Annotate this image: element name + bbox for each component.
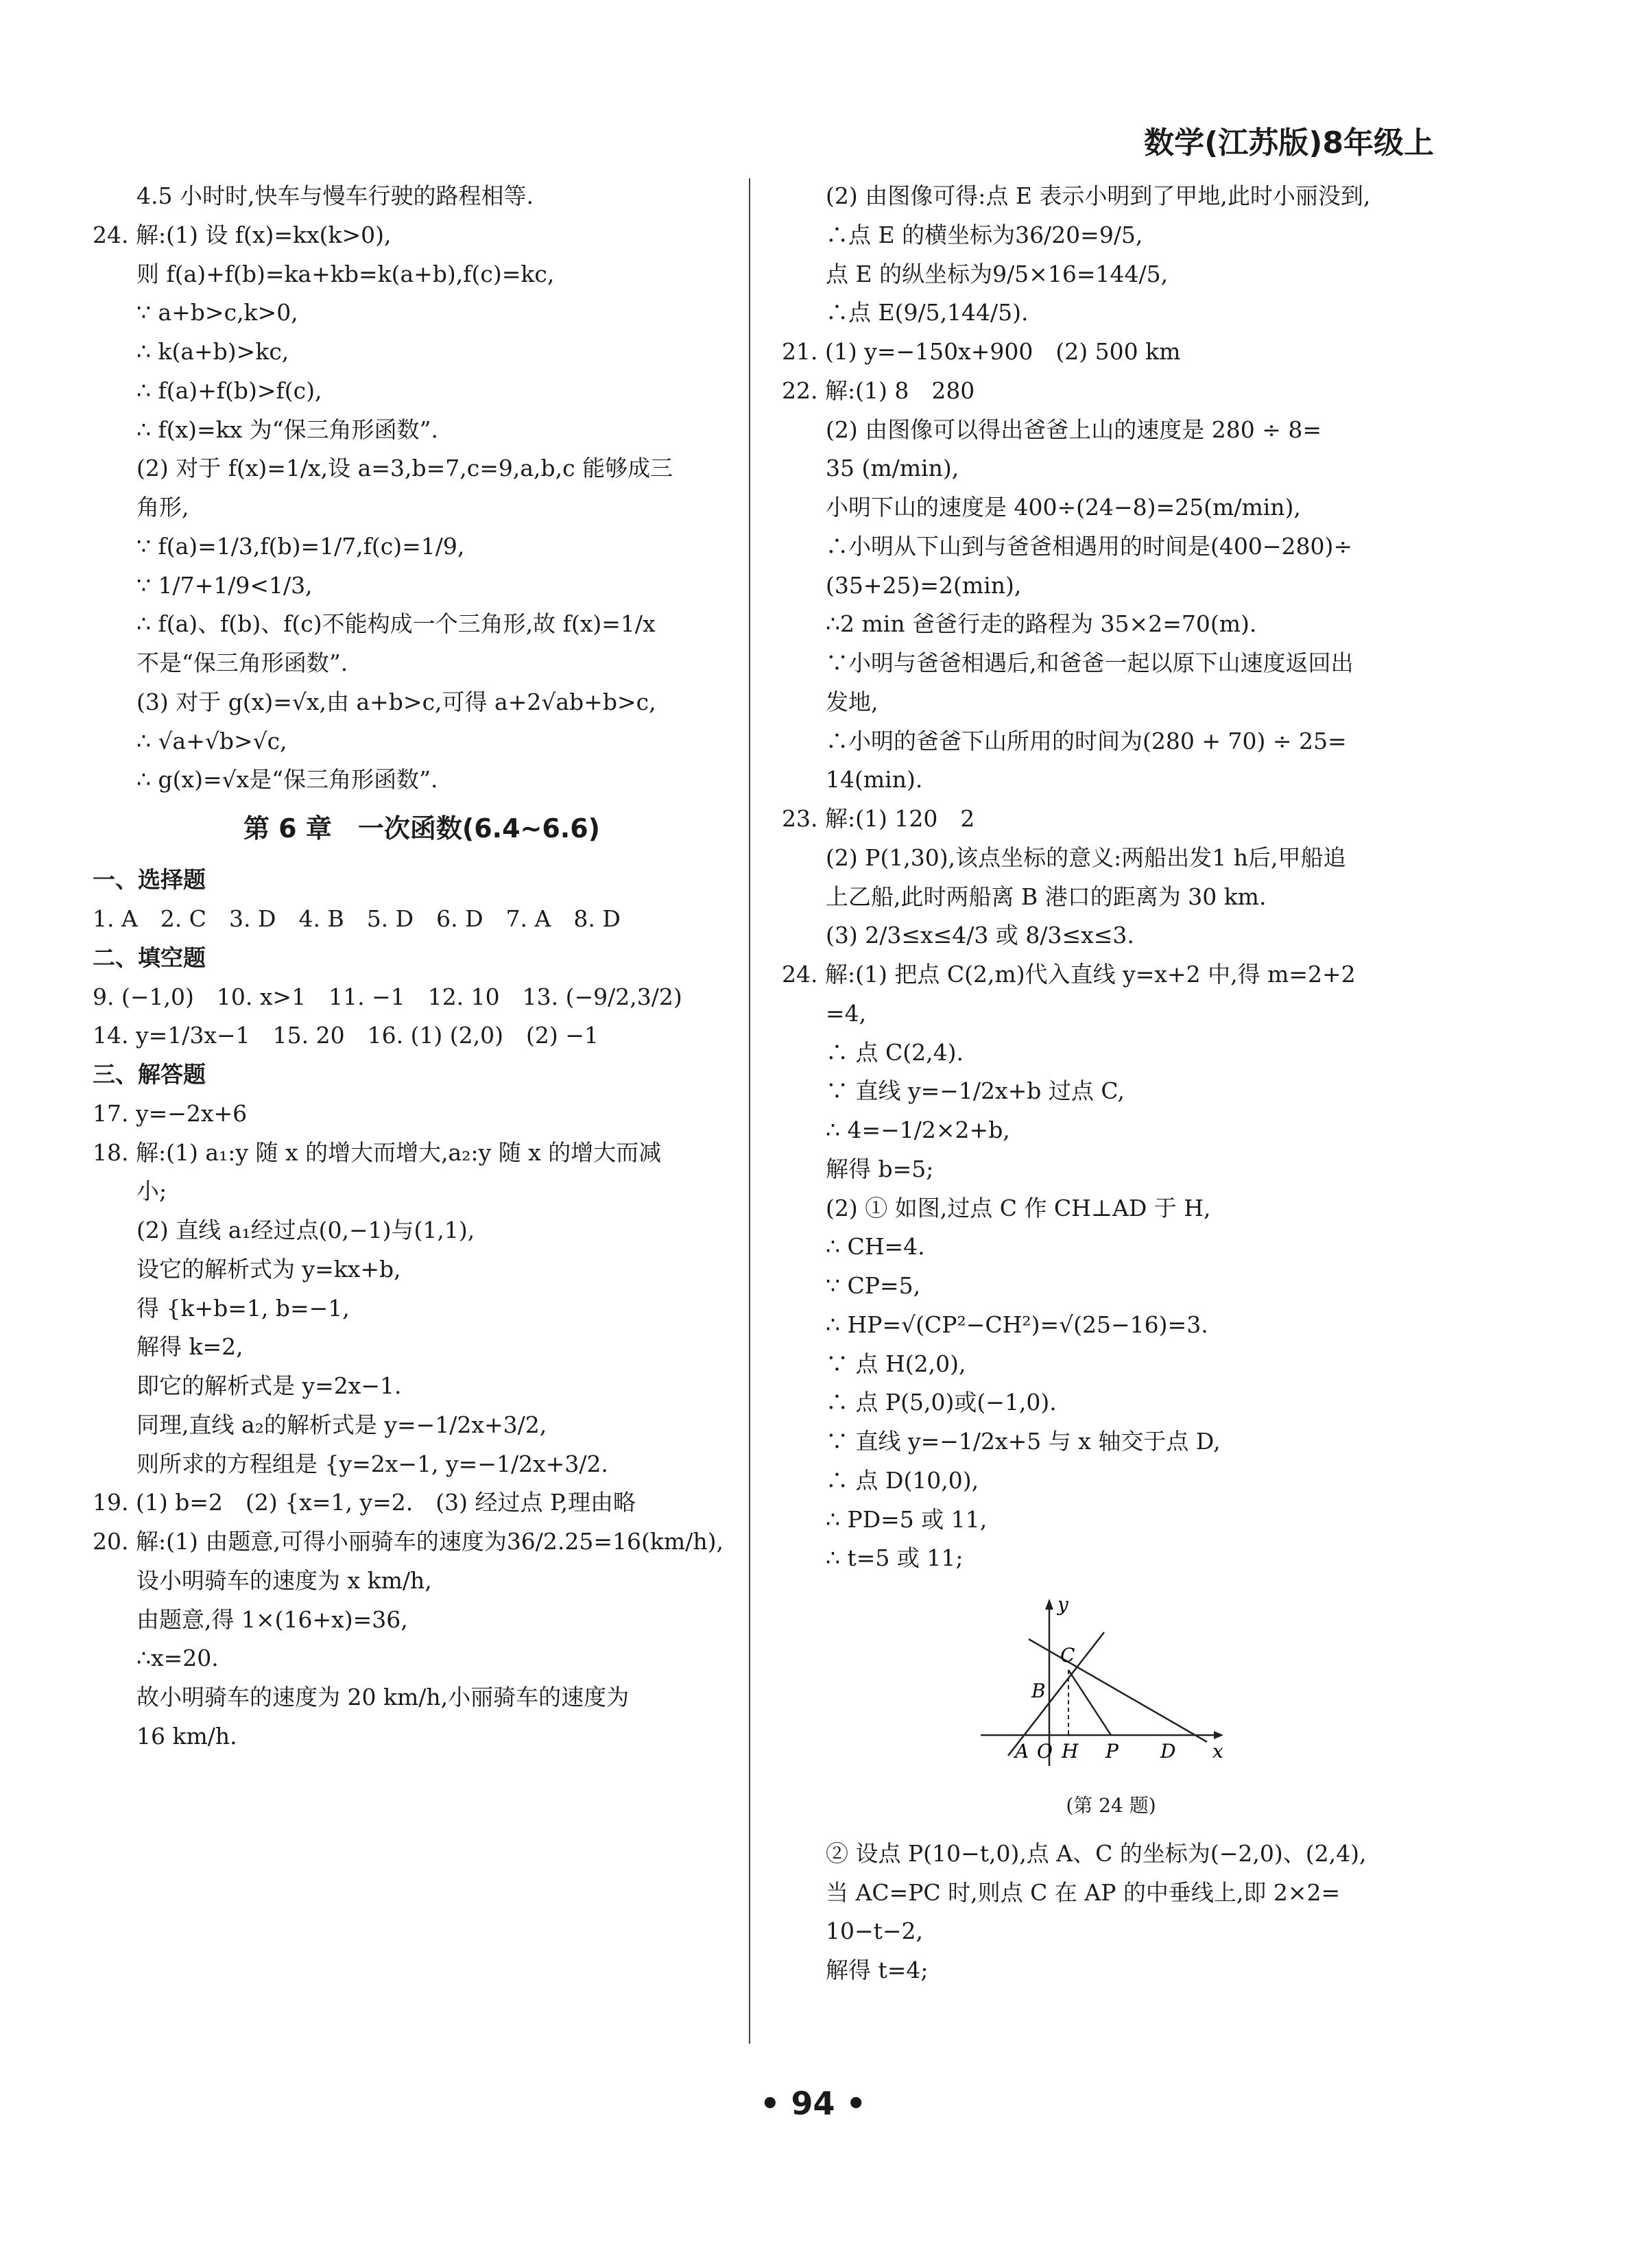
text-line: 解得 t=4; [826, 1957, 929, 1984]
line-cp [1068, 1670, 1111, 1735]
text-line: (2) 由图像可以得出爸爸上山的速度是 280 ÷ 8= [826, 416, 1322, 443]
text-line: ∵ a+b>c,k>0, [136, 299, 298, 326]
text-line: 角形, [136, 494, 189, 521]
text-line: 则所求的方程组是 {y=2x−1, y=−1/2x+3/2. [136, 1450, 608, 1477]
text-line: ∴ 点 D(10,0), [826, 1466, 979, 1494]
text-line: ∴点 E(9/5,144/5). [826, 299, 1029, 326]
text-line: ∴ 点 P(5,0)或(−1,0). [826, 1389, 1057, 1416]
label-y: y [1057, 1595, 1068, 1616]
text-line: ∴ f(a)+f(b)>f(c), [136, 377, 322, 404]
text-line: 14. y=1/3x−1 15. 20 16. (1) (2,0) (2) −1 [93, 1022, 599, 1049]
text-line: 三、解答题 [93, 1061, 206, 1088]
figure-24 [981, 1595, 1440, 1785]
text-line: 则 f(a)+f(b)=ka+kb=k(a+b),f(c)=kc, [136, 260, 555, 287]
text-line: 20. 解:(1) 由题意,可得小丽骑车的速度为36/2.25=16(km/h), [93, 1528, 724, 1555]
right-column-bottom [782, 1835, 1440, 1990]
text-line: 由题意,得 1×(16+x)=36, [136, 1605, 408, 1633]
label-b: B [1031, 1680, 1046, 1702]
page-number: • 94 • [760, 2085, 866, 2122]
page-header-title: 数学(江苏版)8年级上 [1144, 126, 1434, 160]
text-line: ∵ f(a)=1/3,f(b)=1/7,f(c)=1/9, [136, 532, 465, 560]
text-line: 解得 b=5; [826, 1155, 934, 1182]
text-line: 17. y=−2x+6 [93, 1099, 248, 1127]
left-column [93, 177, 751, 1756]
text-line: 即它的解析式是 y=2x−1. [136, 1372, 402, 1400]
text-line: ∵小明与爸爸相遇后,和爸爸一起以原下山速度返回出 [826, 649, 1354, 676]
text-line: 上乙船,此时两船离 B 港口的距离为 30 km. [826, 883, 1267, 910]
text-line: ∴ k(a+b)>kc, [136, 338, 289, 365]
text-line: 1. A 2. C 3. D 4. B 5. D 6. D 7. A 8. D [93, 905, 621, 933]
text-line: 得 {k+b=1, b=−1, [136, 1294, 350, 1322]
text-line: ∴x=20. [136, 1645, 219, 1672]
text-line: ② 设点 P(10−t,0),点 A、C 的坐标为(−2,0)、(2,4), [826, 1839, 1367, 1867]
text-line: (2) 由图像可得:点 E 表示小明到了甲地,此时小丽没到, [826, 182, 1371, 209]
text-line: ∴ f(a)、f(b)、f(c)不能构成一个三角形,故 f(x)=1/x [136, 610, 656, 638]
text-line: 35 (m/min), [826, 455, 959, 482]
text-line: ∴2 min 爸爸行走的路程为 35×2=70(m). [826, 610, 1257, 638]
right-column [782, 177, 1440, 1990]
text-line: (2) 对于 f(x)=1/x,设 a=3,b=7,c=9,a,b,c 能够成三 [136, 455, 673, 482]
text-line: ∴ 点 C(2,4). [826, 1038, 964, 1066]
label-a: A [1015, 1740, 1029, 1763]
text-line: ∴ PD=5 或 11, [826, 1505, 988, 1533]
text-line: 10−t−2, [826, 1918, 924, 1945]
text-line: ∴ g(x)=√x是“保三角形函数”. [136, 766, 438, 793]
x-axis-arrow [1214, 1731, 1223, 1739]
text-line: (3) 2/3≤x≤4/3 或 8/3≤x≤3. [826, 922, 1134, 949]
text-line: ∵ 直线 y=−1/2x+b 过点 C, [826, 1077, 1125, 1105]
text-line: 点 E 的纵坐标为9/5×16=144/5, [826, 260, 1169, 287]
text-line: 23. 解:(1) 120 2 [782, 805, 975, 832]
text-line: 21. (1) y=−150x+900 (2) 500 km [782, 338, 1181, 365]
text-line: ∵ 直线 y=−1/2x+5 与 x 轴交于点 D, [826, 1428, 1221, 1455]
label-c: C [1060, 1644, 1075, 1667]
text-line: 24. 解:(1) 设 f(x)=kx(k>0), [93, 221, 392, 248]
text-line: (2) 直线 a₁经过点(0,−1)与(1,1), [136, 1217, 475, 1244]
text-line: ∴ CH=4. [826, 1233, 925, 1261]
label-o: O [1037, 1740, 1053, 1763]
text-line: 24. 解:(1) 把点 C(2,m)代入直线 y=x+2 中,得 m=2+2 [782, 961, 1356, 988]
figure-caption: (第 24 题) [1066, 1793, 1156, 1817]
line-cd [1029, 1639, 1207, 1742]
text-line: (3) 对于 g(x)=√x,由 a+b>c,可得 a+2√ab+b>c, [136, 688, 656, 715]
label-x: x [1212, 1740, 1223, 1763]
text-line: ∵ 1/7+1/9<1/3, [136, 571, 313, 599]
text-line: ∴小明从下山到与爸爸相遇用的时间是(400−280)÷ [826, 532, 1353, 560]
text-line: 22. 解:(1) 8 280 [782, 377, 975, 404]
label-d: D [1160, 1740, 1176, 1763]
text-line: ∴ HP=√(CP²−CH²)=√(25−16)=3. [826, 1311, 1208, 1338]
text-line: 发地, [826, 688, 878, 715]
text-line: 解得 k=2, [136, 1333, 243, 1361]
text-line: ∵ CP=5, [826, 1272, 921, 1299]
text-line: 不是“保三角形函数”. [136, 649, 348, 676]
text-line: (35+25)=2(min), [826, 571, 1022, 599]
text-line: 故小明骑车的速度为 20 km/h,小丽骑车的速度为 [136, 1684, 630, 1711]
text-line: 18. 解:(1) a₁:y 随 x 的增大而增大,a₂:y 随 x 的增大而减 [93, 1138, 662, 1166]
right-column-top [782, 177, 1440, 1578]
label-p: P [1105, 1740, 1119, 1763]
line-ac [1008, 1632, 1104, 1756]
text-line: (2) ① 如图,过点 C 作 CH⊥AD 于 H, [826, 1194, 1211, 1221]
text-line: 14(min). [826, 766, 923, 793]
text-line: ∴ t=5 或 11; [826, 1544, 964, 1572]
label-h: H [1062, 1740, 1079, 1763]
text-line: ∴ 4=−1/2×2+b, [826, 1117, 1010, 1143]
text-line: 同理,直线 a₂的解析式是 y=−1/2x+3/2, [136, 1411, 547, 1438]
text-line: 设小明骑车的速度为 x km/h, [136, 1566, 432, 1594]
text-line: ∵ 点 H(2,0), [826, 1350, 966, 1377]
text-line: ∴ f(x)=kx 为“保三角形函数”. [136, 416, 439, 443]
text-line: 二、填空题 [93, 944, 206, 971]
text-line: 19. (1) b=2 (2) {x=1, y=2. (3) 经过点 P,理由略 [93, 1489, 636, 1516]
text-line: 9. (−1,0) 10. x>1 11. −1 12. 10 13. (−9/2,3/2) [93, 983, 682, 1010]
text-line: 一、选择题 [93, 866, 206, 894]
text-line: 小; [136, 1178, 167, 1205]
text-line: 16 km/h. [136, 1722, 237, 1750]
text-line: 设它的解析式为 y=kx+b, [136, 1255, 401, 1282]
text-line: ∴点 E 的横坐标为36/20=9/5, [826, 221, 1143, 248]
text-line: =4, [826, 999, 867, 1027]
text-line: 当 AC=PC 时,则点 C 在 AP 的中垂线上,即 2×2= [826, 1878, 1341, 1906]
coordinate-figure [981, 1595, 1228, 1773]
y-axis-arrow [1045, 1599, 1053, 1610]
text-line: 小明下山的速度是 400÷(24−8)=25(m/min), [826, 494, 1301, 521]
text-line: ∴ √a+√b>√c, [136, 727, 287, 754]
text-line: 4.5 小时时,快车与慢车行驶的路程相等. [136, 182, 534, 209]
text-line: ∴小明的爸爸下山所用的时间为(280 + 70) ÷ 25= [826, 727, 1347, 754]
text-line: (2) P(1,30),该点坐标的意义:两船出发1 h后,甲船追 [826, 844, 1346, 871]
chapter-title: 第 6 章 一次函数(6.4~6.6) [243, 813, 601, 844]
